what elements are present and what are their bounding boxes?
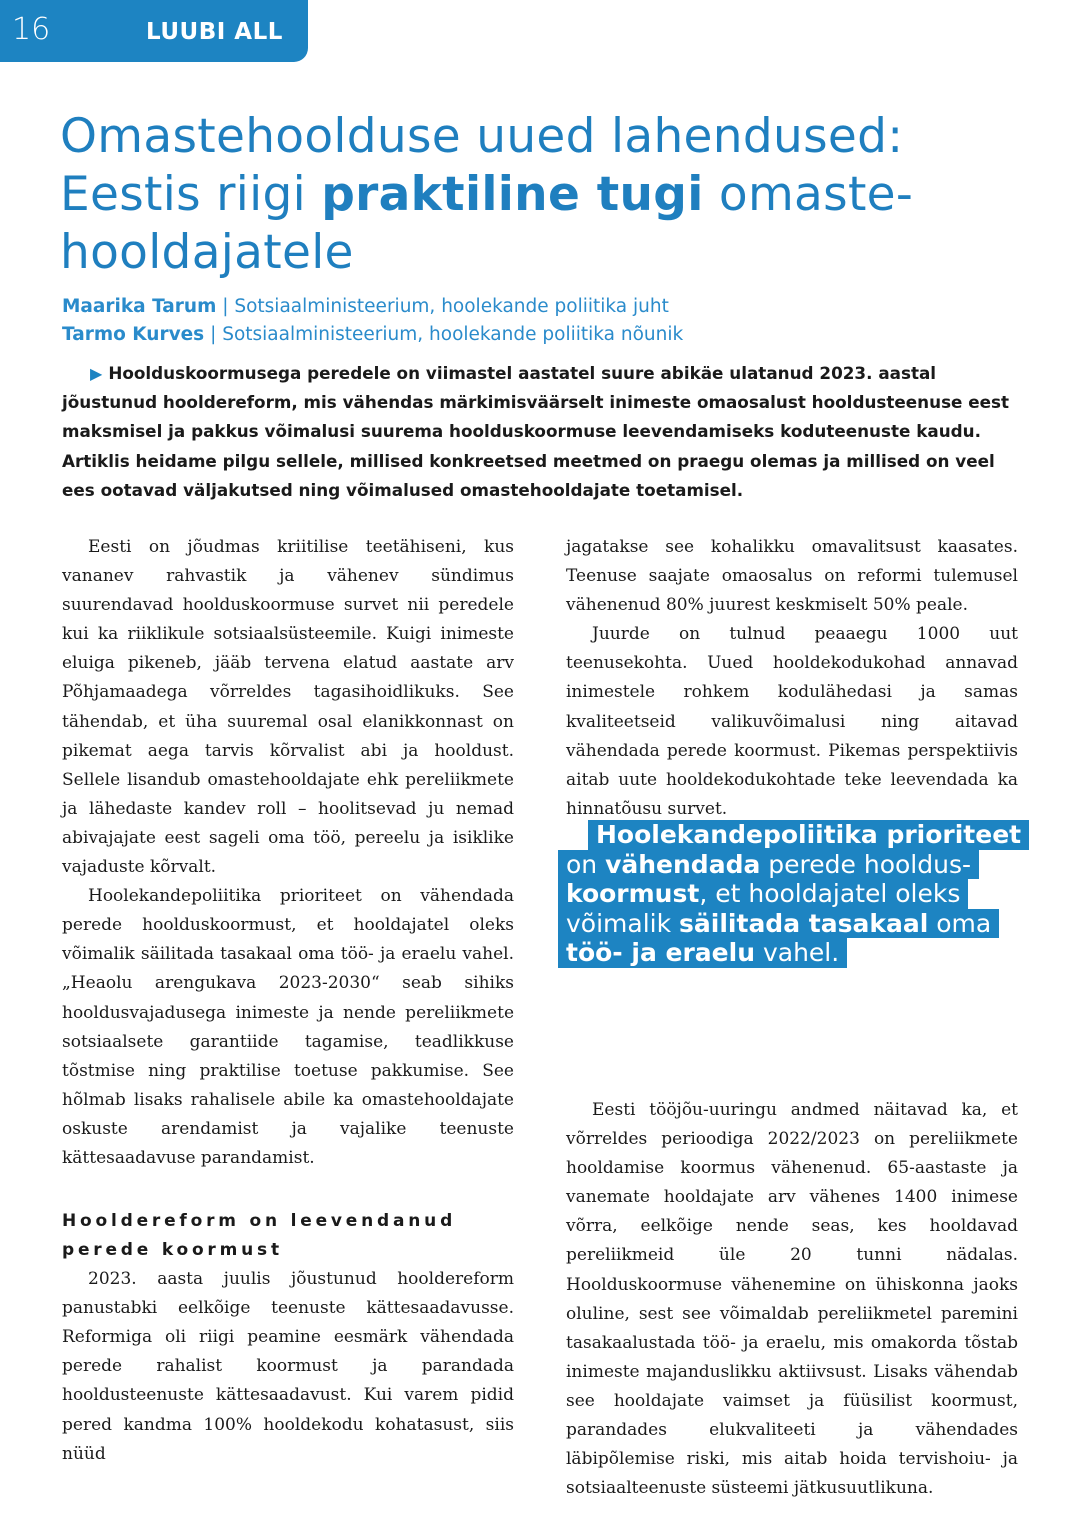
left-column: [62, 533, 514, 1469]
body-paragraph: Eesti on jõudmas kriitilise teetähiseni, kus vananev rahvastik ja vähenev sündimus suurendavad hoolduskoormuse survet nii peredele kui ka riiklikule sotsiaalsüsteemile. Kuigi inimeste eluiga pikeneb, jääb tervena elatud aastate arv Põhjamaadega võrreldes tagasihoidlikuks. See tähendab, et üha suuremal osal elanikkonnast on pikemat aega tarvis kõrvalist abi ja hooldust. Sellele lisandub omastehooldajate ehk pereliikmete ja lähedaste kandev roll – hoolitsevad ju nemad abivajajate eest sageli oma töö, pereelu ja isiklike vajaduste kõrvalt.: [62, 537, 514, 878]
page-number: 16: [12, 12, 51, 47]
header-tab: [0, 0, 308, 62]
body-paragraph: Eesti tööjõu-uuringu andmed näitavad ka, et võrreldes perioodiga 2022/2023 on pereliikmete hooldamise koormus vähenenud. 65-aastaste ja vanemate hooldajate arv vähenes 1400 inimese võrra, eelkõige nende seas, kes hooldavad pereliikmeid üle 20 tunni nädalas. Hoolduskoormuse vähenemine on ühiskonna jaoks oluline, sest see võimaldab pereliikmetel paremini tasakaalustada töö- ja eraelu, mis omakorda tõstab inimeste majanduslikku aktiivsust. Lisaks vähendab see hooldajate vaimset ja füüsilist koormust, parandades elukvaliteeti ja vähendades läbipõlemise riski, mis aitab hoida tervishoiu- ja sotsiaalteenuste süsteemi jätkusuutlikuna.: [566, 1099, 1018, 1499]
lead-paragraph: ▶ Hoolduskoormusega peredele on viimastel aastatel suure abikäe ulatanud 2023. aastal jõustunud hooldereform, mis vähendas märkimisväärselt inimeste omaosalust hooldusteenuse eest maksmisel ja pakkus võimalusi suurema hoolduskoormuse leevendamiseks koduteenuste kaudu. Artiklis heidame pilgu sellele, millised konkreetsed meetmed on praegu olemas ja millised on veel ees ootavad väljakutsed ning võimalused omastehooldajate toetamisel.: [62, 363, 1010, 500]
section-subheading: Hooldereform on leevendanud perede koormust: [62, 1211, 457, 1261]
pull-quote: Hoolekandepoliitika prioriteet on vähendada perede hooldus- koormust, et hooldajatel oleks võimalik säilitada tasakaal oma töö- ja eraelu vahel.: [558, 820, 1038, 968]
right-column: [566, 533, 1018, 1503]
arrow-right-icon: ▶: [90, 364, 103, 383]
section-label: LUUBI ALL: [146, 19, 283, 45]
author-line: Maarika Tarum | Sotsiaalministeerium, hoolekande poliitika juht: [62, 296, 669, 317]
body-paragraph: jagatakse see kohalikku omavalitsust kaasates. Teenuse saajate omaosalus on reformi tulemusel vähenenud 80% juurest keskmiselt 50% peale.: [566, 537, 1018, 616]
article-title: Omastehoolduse uued lahendused: Eestis riigi praktiline tugi omaste- hooldajatele: [60, 109, 914, 280]
author-line: Tarmo Kurves | Sotsiaalministeerium, hoolekande poliitika nõunik: [62, 324, 684, 345]
author-list: [62, 293, 1052, 349]
body-paragraph: Juurde on tulnud peaaegu 1000 uut teenusekohta. Uued hooldekodukohad annavad inimestele rohkem kodulähedasi ja samas kvaliteetseid valikuvõimalusi ning aitavad vähendada perede koormust. Pikemas perspektiivis aitab uute hooldekodukohtade teke leevendada ka hinnatõusu survet.: [566, 624, 1018, 819]
body-paragraph: Hoolekandepoliitika prioriteet on vähendada perede hoolduskoormust, et hooldajatel oleks võimalik säilitada tasakaal oma töö- ja eraelu vahel. „Heaolu arengukava 2023-2030“ seab sihiks hooldusvajadusega inimeste ja nende pereliikmete sotsiaalsete garantiide tagamise, teadlikkuse tõstmise ning praktilise toetuse pakkumise. See hõlmab lisaks rahalisele abile ka omastehooldajate oskuste arendamist ja vajalike teenuste kättesaadavuse parandamist.: [62, 886, 514, 1168]
body-paragraph: 2023. aasta juulis jõustunud hooldereform panustabki eelkõige teenuste kättesaadavusse. Reformiga oli riigi peamine eesmärk vähendada perede rahalist koormust ja parandada hooldusteenuste kättesaadavust. Kui varem pidid pered kandma 100% hooldekodu kohatasust, siis nüüd: [62, 1269, 514, 1464]
